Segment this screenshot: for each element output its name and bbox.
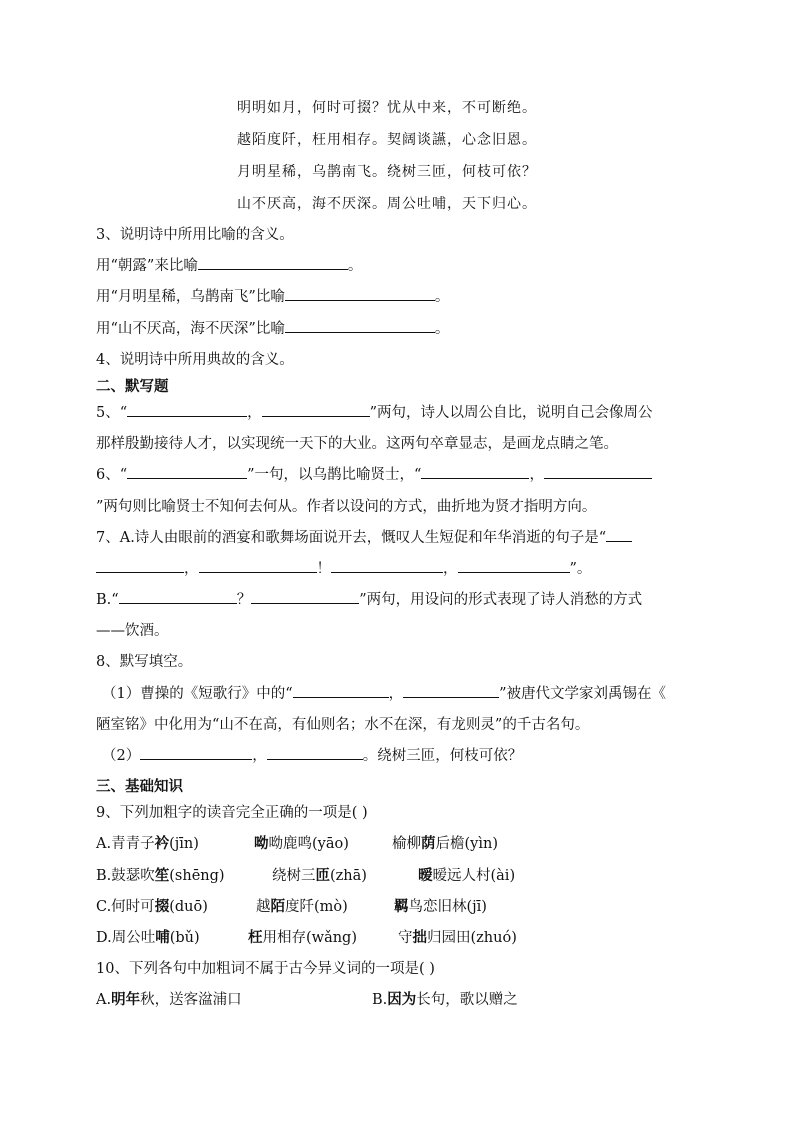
q8-s1-line2: 陋室铭》中化用为“山不在高，有仙则名；水不在深，有龙则灵”的千古名句。: [96, 716, 590, 733]
answer-blank[interactable]: [140, 743, 252, 760]
poem-line: 山不厌高，海不厌深。周公吐哺，天下归心。: [237, 196, 537, 212]
q6-line2: ”两句则比喻贤士不知何去何从。作者以设问的方式，曲折地为贤才指明方向。: [96, 498, 597, 515]
answer-blank[interactable]: [458, 556, 570, 573]
q3-a: 用“朝露”来比喻 。: [96, 251, 716, 282]
answer-blank[interactable]: [421, 462, 529, 479]
answer-blank[interactable]: [606, 525, 632, 542]
answer-blank[interactable]: [267, 743, 363, 760]
q8-stem: 8、默写填空。: [96, 654, 193, 671]
answer-blank[interactable]: [199, 556, 317, 573]
answer-blank[interactable]: [262, 400, 370, 417]
poem-excerpt: [237, 92, 537, 220]
q5-line1: 5、“ ， ”两句，诗人以周公自比，说明自己会像周公: [96, 398, 716, 429]
answer-blank[interactable]: [119, 587, 237, 604]
answer-blank[interactable]: [331, 556, 443, 573]
q7-b-line2: ——饮酒。: [96, 623, 169, 640]
answer-blank[interactable]: [96, 556, 184, 573]
q10-options: A.明年秋，送客湓浦口 B.因为长句，歌以赠之: [96, 992, 518, 1009]
q8-s1-line1: （1）曹操的《短歌行》中的“ ， ”被唐代文学家刘禹锡在《: [96, 679, 716, 710]
answer-blank[interactable]: [285, 316, 435, 333]
answer-blank[interactable]: [251, 587, 359, 604]
q9-option-a: A.青青子衿(jīn) 呦呦鹿鸣(yāo) 榆柳荫后檐(yìn): [96, 836, 498, 853]
questions: [96, 220, 716, 1017]
q7-line1: 7、A.诗人由眼前的酒宴和歌舞场面说开去，慨叹人生短促和年华消逝的句子是“: [96, 523, 716, 554]
q9-stem: 9、下列加粗字的读音完全正确的一项是( ): [96, 805, 368, 822]
section-heading: 三、基础知识: [96, 779, 183, 796]
q7-line2: ， ！ ， ”。: [96, 554, 716, 585]
q3-b: 用“月明星稀，乌鹊南飞”比喻 。: [96, 282, 716, 313]
q9-option-c: C.何时可掇(duō) 越陌度阡(mò) 羁鸟恋旧林(jī): [96, 898, 487, 915]
q5-line2: 那样殷勤接待人才，以实现统一天下的大业。这两句卒章显志，是画龙点睛之笔。: [96, 436, 618, 453]
q10-stem: 10、下列各句中加粗词不属于古今异义词的一项是( ): [96, 961, 435, 978]
q4-stem: 4、说明诗中所用典故的含义。: [96, 351, 294, 368]
q3-stem: 3、说明诗中所用比喻的含义。: [96, 227, 294, 243]
answer-blank[interactable]: [293, 681, 389, 698]
answer-blank[interactable]: [127, 400, 247, 417]
answer-blank[interactable]: [127, 462, 247, 479]
poem-line: 明明如月，何时可掇？忧从中来，不可断绝。: [237, 100, 537, 116]
answer-blank[interactable]: [544, 462, 652, 479]
q8-s2: （2） ， 。绕树三匝，何枝可依？: [96, 741, 716, 772]
q9-option-d: D.周公吐哺(bǔ) 枉用相存(wǎng) 守拙归园田(zhuó): [96, 929, 517, 946]
q9-option-b: B.鼓瑟吹笙(shēng) 绕树三匝(zhā) 暧暧远人村(ài): [96, 867, 516, 884]
q3-c: 用“山不厌高，海不厌深”比喻 。: [96, 314, 716, 345]
poem-line: 越陌度阡，枉用相存。契阔谈讌，心念旧恩。: [237, 132, 537, 148]
poem-line: 月明星稀，乌鹊南飞。绕树三匝，何枝可依？: [237, 164, 537, 180]
answer-blank[interactable]: [285, 284, 435, 301]
q6-line1: 6、“ ”一句，以乌鹊比喻贤士，“ ，: [96, 460, 716, 491]
answer-blank[interactable]: [403, 681, 499, 698]
q7-b-line1: B.“ ？ ”两句，用设问的形式表现了诗人消愁的方式: [96, 585, 716, 616]
answer-blank[interactable]: [198, 253, 348, 270]
section-heading: 二、默写题: [96, 378, 169, 395]
